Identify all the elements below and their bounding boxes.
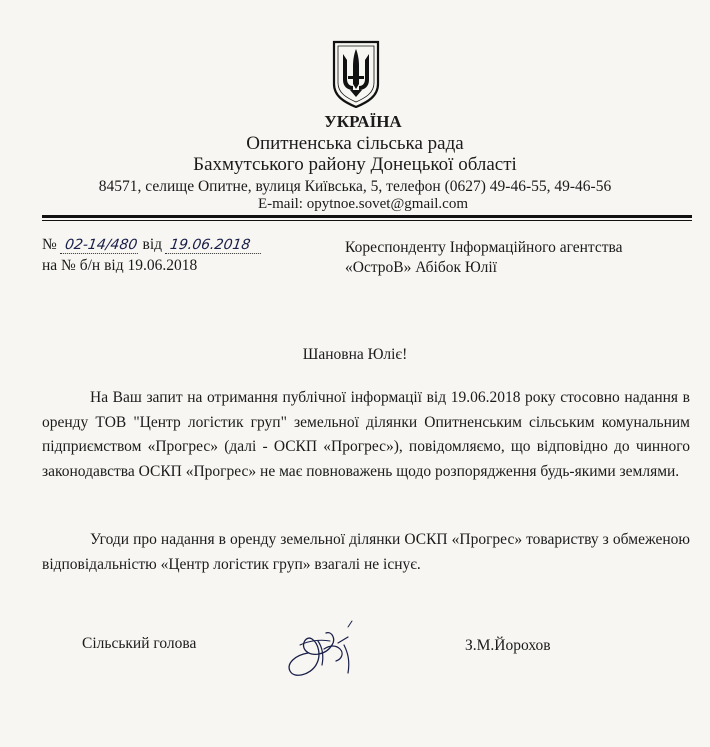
header-divider-thin bbox=[42, 220, 692, 221]
email-address: E-mail: opytnoe.sovet@gmail.com bbox=[257, 196, 469, 212]
addressee-block bbox=[345, 238, 623, 278]
tryzub-coat-of-arms-icon bbox=[332, 40, 380, 108]
council-name: Опитненська сільська рада bbox=[246, 133, 464, 154]
addressee-line-1: Кореспонденту Інформаційного агентства bbox=[345, 239, 623, 256]
country-heading: УКРАЇНА bbox=[324, 112, 402, 131]
body-paragraph-1: На Ваш запит на отримання публічної інформації від 19.06.2018 року стосовно надання в оренду ТОВ "Центр логістик груп" земельної ділянки Опитненським сільським комунальним підприємством «Прогрес» (далі - ОСКП «Прогрес»), повідомляємо, що відповідно до чинного законодавства ОСКП «Прогрес» не має повноважень щодо розпорядження будь-якими землями. bbox=[42, 389, 690, 480]
salutation: Шановна Юліє! bbox=[302, 346, 408, 363]
number-label: № bbox=[42, 236, 57, 253]
handwritten-document-date: 19.06.2018 bbox=[165, 237, 263, 254]
postal-address: 84571, селище Опитне, вулиця Київська, 5, телефон (0627) 49-46-55, 49-46-56 bbox=[98, 178, 612, 195]
incoming-reference: на № б/н від 19.06.2018 bbox=[42, 257, 198, 274]
handwritten-signature bbox=[278, 615, 366, 683]
outgoing-reference bbox=[42, 236, 262, 254]
signatory-name: З.М.Йорохов bbox=[465, 637, 551, 654]
body-paragraph-2: Угоди про надання в оренду земельної ділянки ОСКП «Прогрес» товариству з обмеженою відповідальністю «Центр логістик груп» взагалі не існує. bbox=[42, 531, 690, 573]
signatory-title: Сільський голова bbox=[82, 635, 197, 652]
addressee-line-2: «ОстроВ» Абібок Юлії bbox=[345, 259, 497, 276]
header-divider-thick bbox=[42, 215, 692, 218]
district-name: Бахмутського району Донецької області bbox=[193, 154, 517, 175]
handwritten-document-number: 02-14/480 bbox=[59, 237, 139, 254]
date-label: від bbox=[142, 236, 163, 253]
